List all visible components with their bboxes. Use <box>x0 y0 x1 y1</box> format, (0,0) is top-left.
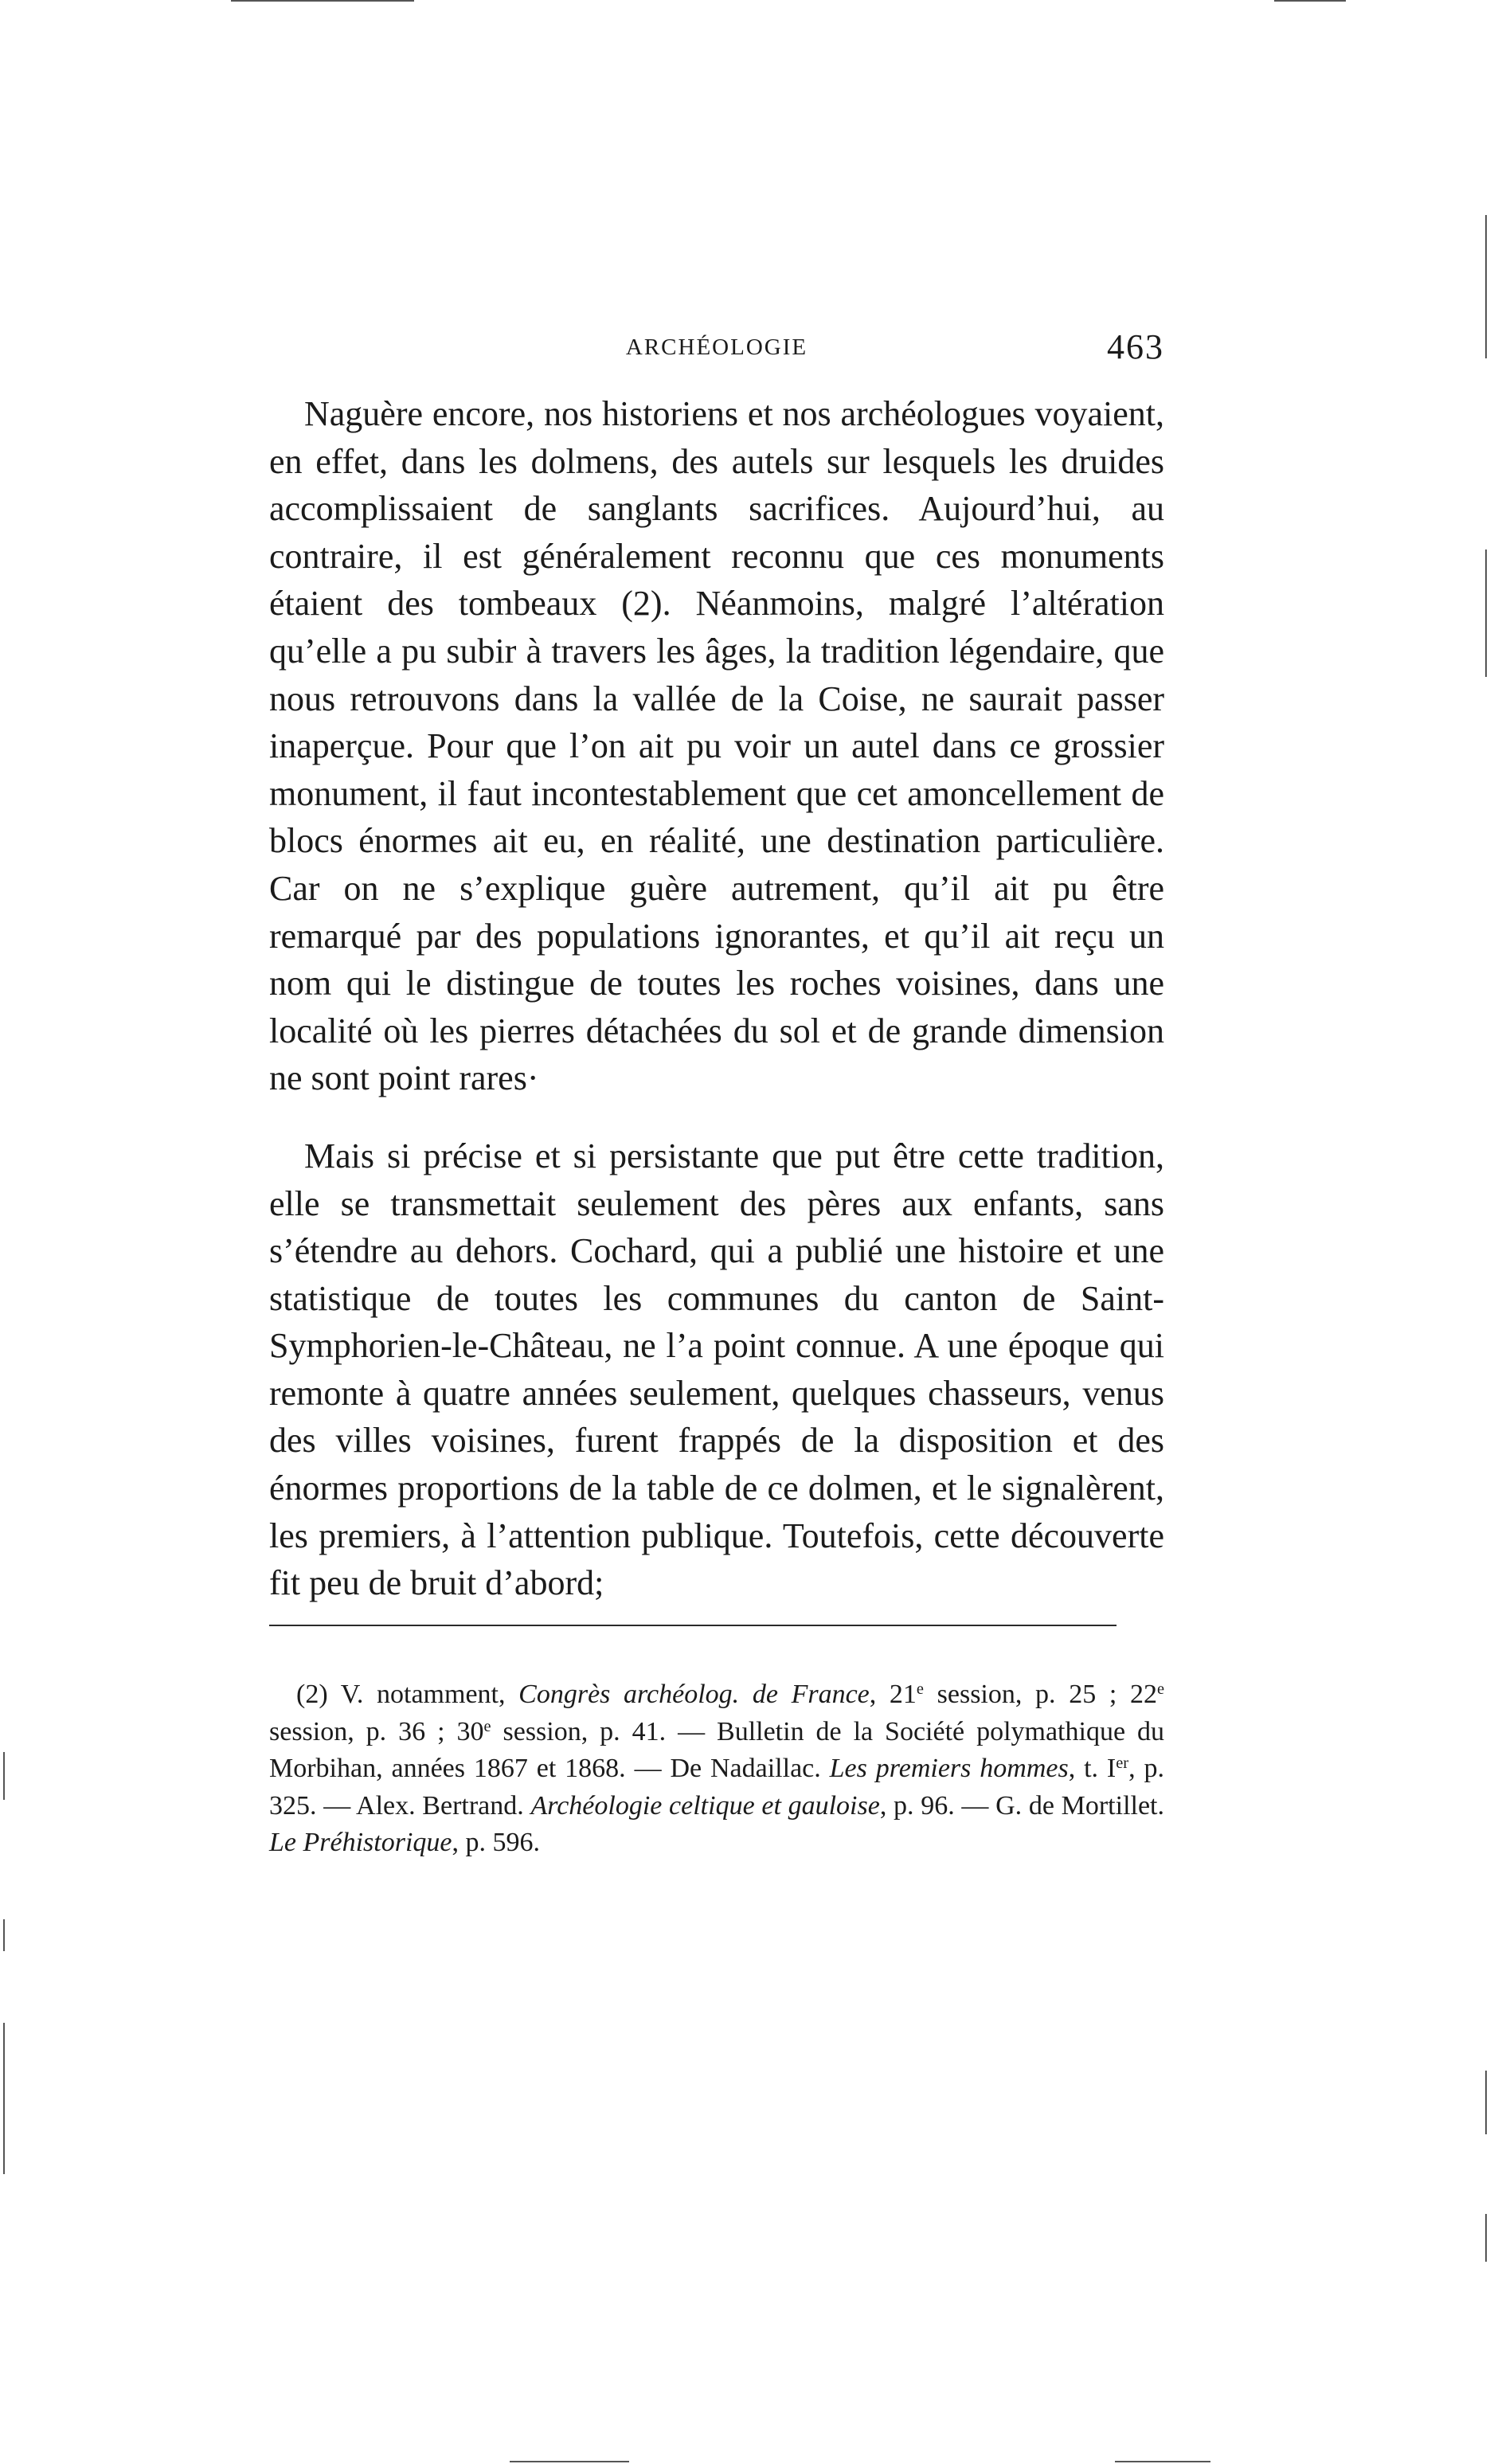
footnote-text: session, p. 41. — Bulletin de la Société polymathique du Morbihan, années 1867 et 1868. — De Nadaillac. <box>269 1716 1164 1783</box>
scan-edge-mark <box>1485 2214 1487 2262</box>
footnote-text: (2) V. notamment, <box>296 1680 506 1709</box>
footnote-text: session, p. 25 ; 22 <box>923 1680 1157 1709</box>
footnote-divider <box>269 1625 1117 1626</box>
scan-edge-mark <box>1485 550 1487 677</box>
footnote-text: session, p. 36 ; 30 <box>269 1716 484 1746</box>
footnote-text: , p. 596. <box>452 1828 540 1857</box>
footnote-text: , p. 325. — Alex. Bertrand. <box>269 1754 1164 1821</box>
footnote-text: , p. 96. — G. de Mortillet. <box>879 1790 1164 1821</box>
footnote-title: Archéologie celtique et gauloise <box>530 1790 880 1821</box>
footnote-superscript: er <box>1116 1754 1129 1772</box>
footnote-title: Les premiers hommes <box>829 1754 1069 1783</box>
scan-edge-mark <box>1115 2461 1210 2462</box>
footnote-superscript: e <box>916 1680 924 1698</box>
page-number: 463 <box>1107 327 1164 366</box>
scan-edge-mark <box>3 1919 5 1951</box>
scan-edge-mark <box>231 0 414 2</box>
paragraph: Mais si précise et si persistante que put être cette tradition, elle se transmettait seulement des pères aux enfants, sans s’étendre au dehors. Cochard, qui a publié une histoire et une statistique de toutes les communes du canton de Saint-Symphorien-le-Château, ne l’a point connue. A une époque qui remonte à quatre années seulement, quelques chasseurs, venus des villes voisines, furent frappés de la disposition et des énormes proportions de la table de ce dolmen, et le signalèrent, les premiers, à l’attention publique. Toutefois, cette découverte fit peu de bruit d’abord; <box>269 1136 1164 1603</box>
scan-edge-mark <box>3 1752 5 1800</box>
page-header <box>269 327 1164 374</box>
footnote <box>269 1676 1164 1862</box>
scan-edge-mark <box>1485 215 1487 358</box>
scan-edge-mark <box>510 2461 629 2462</box>
scan-edge-mark <box>3 2023 5 2174</box>
footnote-title: Le Préhistorique <box>269 1828 452 1857</box>
footnote-superscript: e <box>483 1717 491 1735</box>
paragraph: Naguère encore, nos historiens et nos archéologues voyaient, en effet, dans les dolmens, des autels sur lesquels les druides accomplissaient de sanglants sacrifices. Aujourd’hui, au contraire, il est généralement reconnu que ces monuments étaient des tombeaux (2). Néanmoins, malgré l’altération qu’elle a pu subir à travers les âges, la tradition légendaire, que nous retrouvons dans la vallée de la Coise, ne saurait passer inaperçue. Pour que l’on ait pu voir un autel dans ce grossier monument, il faut incontestablement que cet amoncellement de blocs énormes ait eu, en réalité, une destination particulière. Car on ne s’explique guère autrement, qu’il ait pu être remarqué par des populations ignorantes, et qu’il ait reçu un nom qui le distingue de toutes les roches voisines, dans une localité où les pierres détachées du sol et de grande dimension ne sont point rares· <box>269 394 1164 1098</box>
scan-edge-mark <box>1485 2071 1487 2134</box>
footnote-text: , 21 <box>869 1680 917 1709</box>
footnote-superscript: e <box>1156 1680 1165 1698</box>
scan-edge-mark <box>1274 0 1346 2</box>
footnote-text: , t. I <box>1068 1754 1117 1783</box>
body-text <box>269 390 1164 1607</box>
footnote-title: Congrès archéolog. de France <box>518 1680 870 1709</box>
running-head: ARCHÉOLOGIE <box>625 334 808 360</box>
